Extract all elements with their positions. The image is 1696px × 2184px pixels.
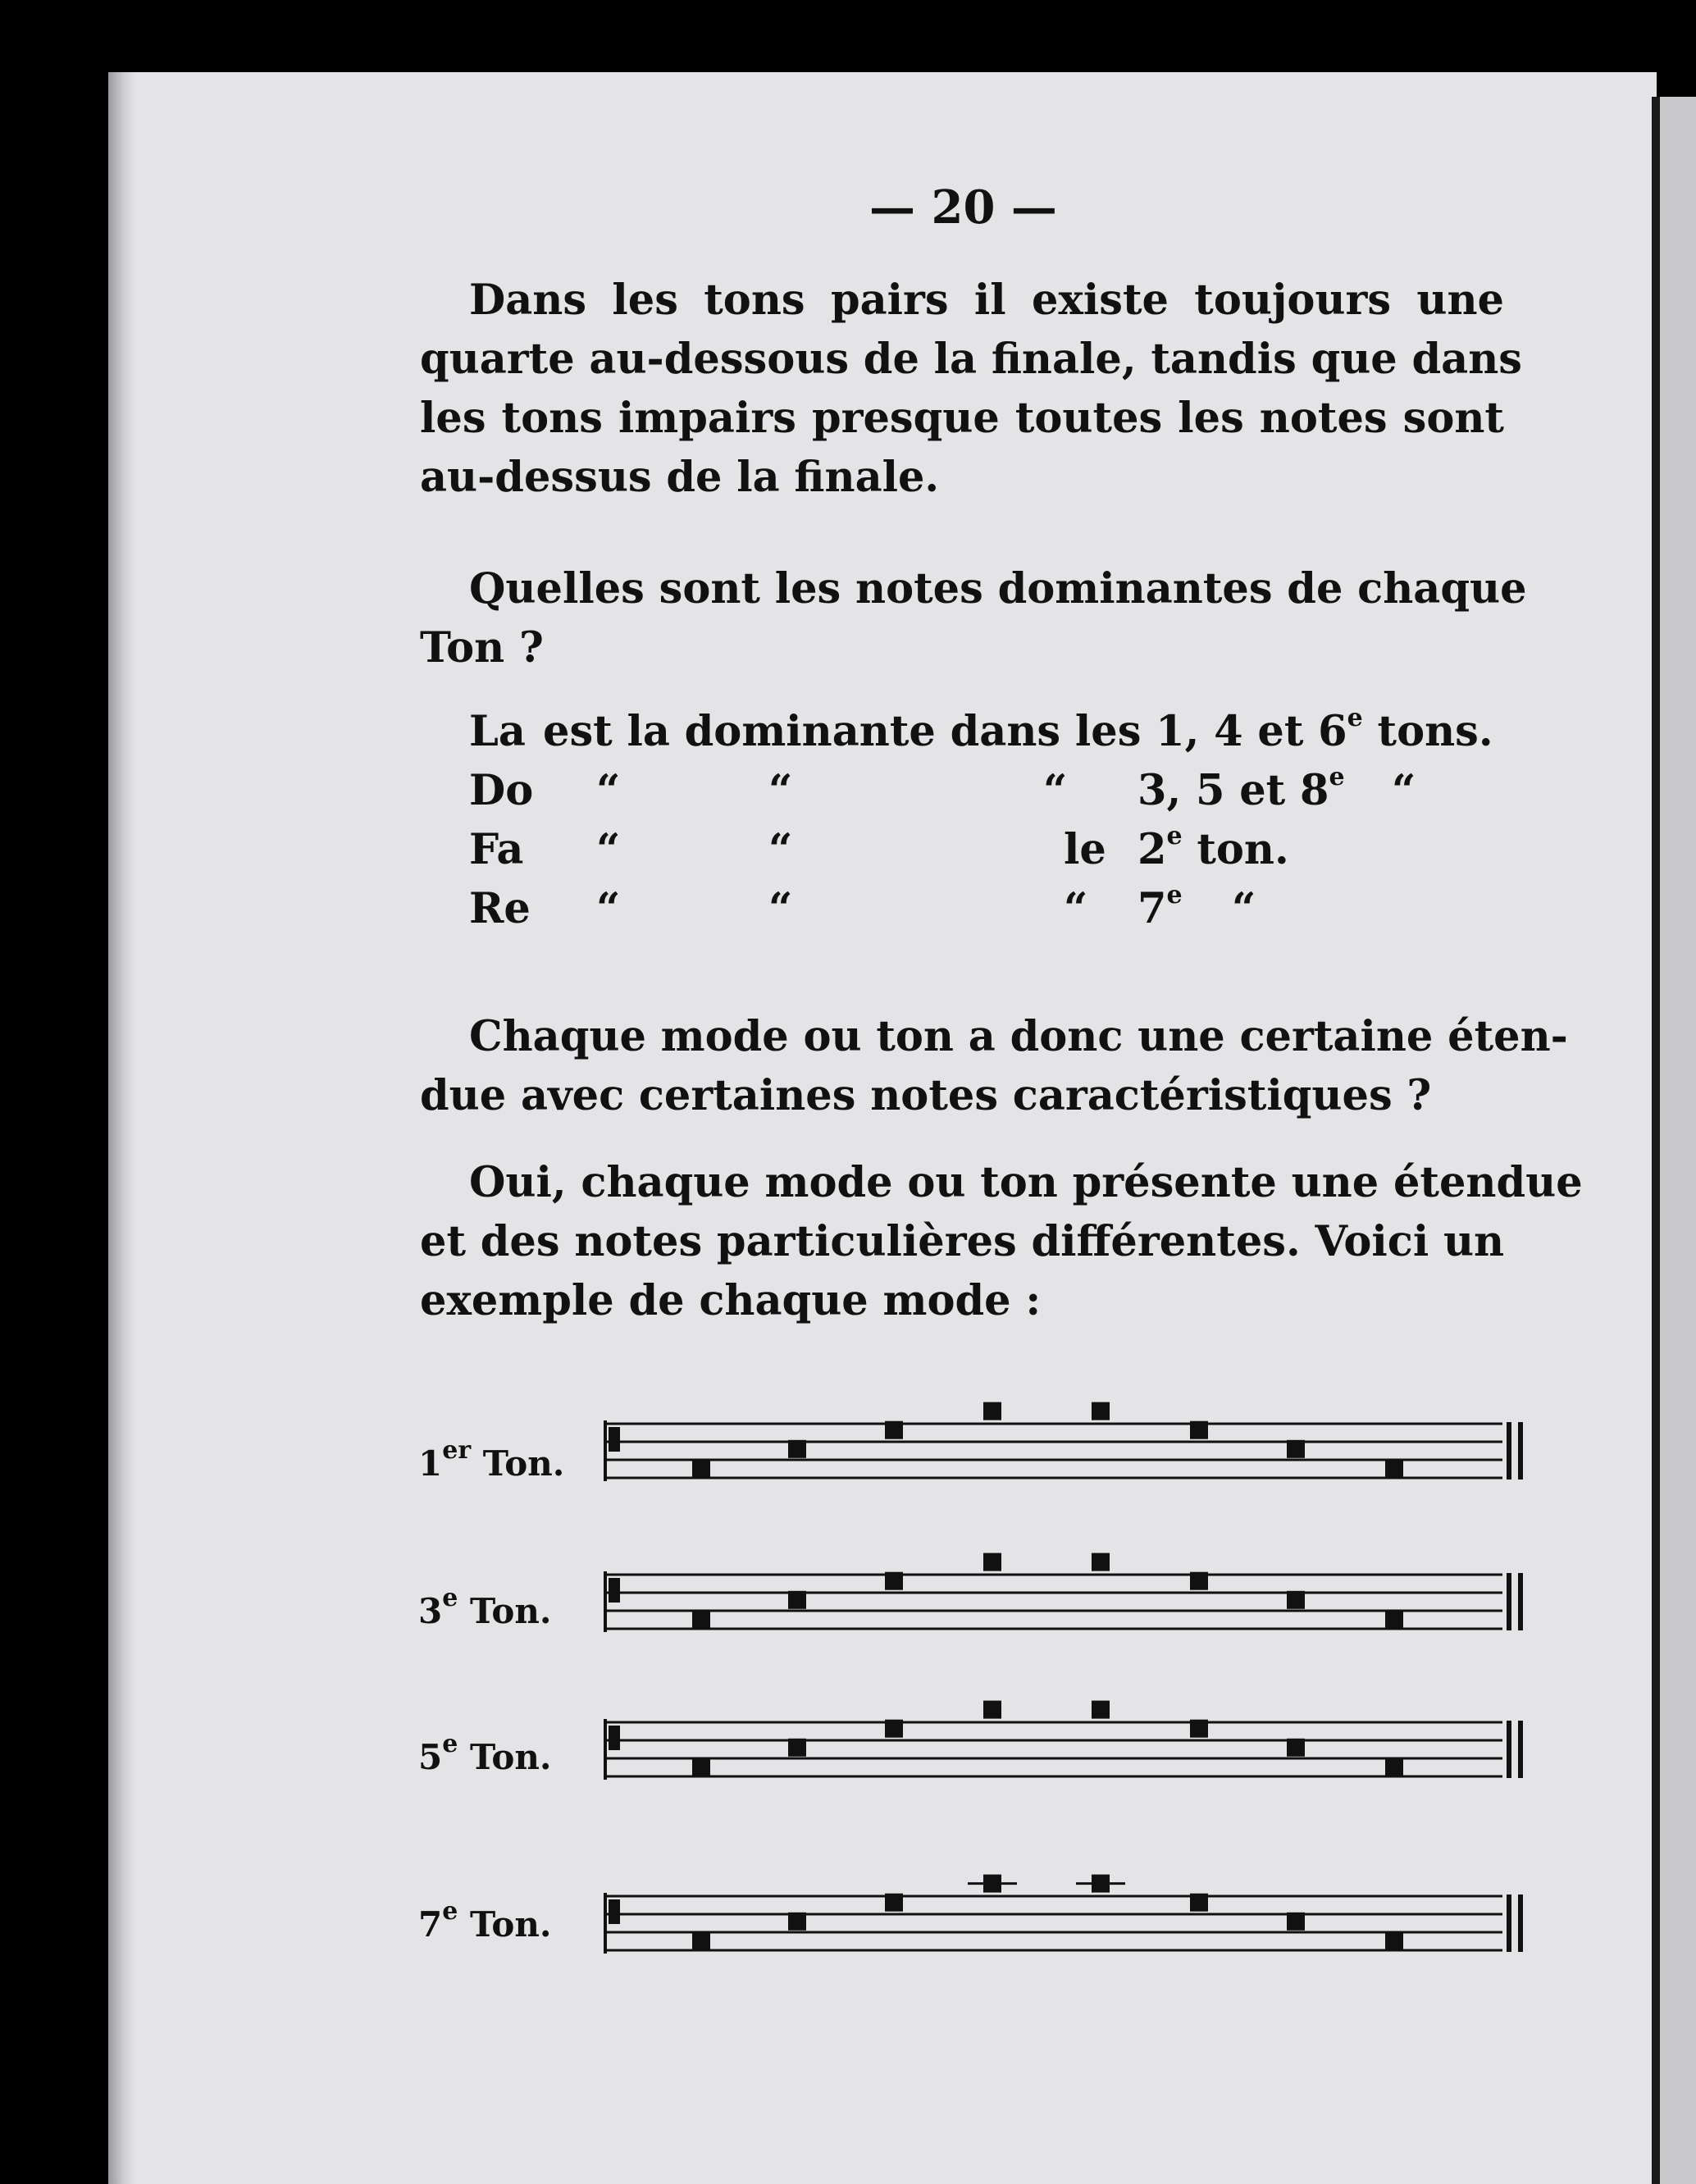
neume-note [1287,1591,1305,1609]
neume-note [1190,1894,1208,1912]
dominant-tail: ton. [1182,825,1289,874]
mode-num: 7 [418,1904,443,1945]
neume-note [788,1440,806,1458]
text-line: Quelles sont les notes dominantes de chaque [469,564,1527,613]
mode-sup: e [442,1584,458,1612]
text-line: au-dessus de la finale. [420,453,940,502]
ditto-mark: “ [768,884,793,933]
neume-note [983,1553,1001,1571]
text-line: les tons impairs presque toutes les notes sont [420,394,1504,443]
neume-note [1385,1931,1403,1949]
neume-note [1385,1758,1403,1776]
text-line: Oui, chaque mode ou ton présente une étendue [469,1158,1583,1207]
neume-note [983,1402,1001,1420]
mode-sup: e [442,1730,458,1758]
neume-note [885,1421,903,1439]
text-line: exemple de chaque mode : [420,1276,1042,1325]
ditto-mark: “ [596,884,621,933]
dominant-text-main: 7 [1138,884,1167,933]
neume-note [788,1739,806,1757]
mode-num: 3 [418,1591,443,1631]
dominant-note: Fa [469,825,524,874]
mode-num: 1 [418,1443,443,1484]
neume-note [1287,1739,1305,1757]
mode-text: Ton. [458,1591,552,1631]
text-line: due avec certaines notes caractéristiques ? [420,1071,1432,1120]
neume-note [1190,1572,1208,1590]
neume-note [885,1894,903,1912]
neume-note [788,1591,806,1609]
dominant-tail: tons. [1362,707,1493,756]
clef-mark [609,1726,620,1750]
ditto-mark: “ [596,825,621,874]
neume-note [1092,1402,1110,1420]
dominant-note: Do [469,766,534,815]
page-number: — 20 — [869,180,1057,235]
dominant-le: le [1064,825,1106,874]
text-line: Ton ? [420,623,544,673]
text-line: et des notes particulières différentes. Voici un [420,1217,1505,1266]
neume-note [692,1459,710,1477]
text-line: Chaque mode ou ton a donc une certaine éten- [469,1012,1568,1061]
neume-note [692,1610,710,1628]
neume-note [1385,1459,1403,1477]
mode-text: Ton. [458,1737,552,1777]
dominant-note: La [469,707,526,756]
mode-num: 5 [418,1737,443,1777]
clef-mark [609,1899,620,1924]
neume-note [788,1913,806,1931]
dominant-note: Re [469,884,531,933]
dominant-sup: e [1166,881,1183,910]
ditto-mark: “ [1064,884,1088,933]
text-line: Dans les tons pairs il existe toujours une [469,276,1504,325]
ditto-mark: “ [1392,766,1416,815]
dominant-sup: e [1347,704,1363,732]
mode-text: Ton. [458,1904,552,1945]
ditto-mark: “ [768,825,793,874]
neume-note [1190,1421,1208,1439]
neume-note [1287,1440,1305,1458]
dominant-sup: e [1166,822,1183,850]
ditto-mark: “ [1043,766,1068,815]
dominant-text-main: 3, 5 et 8 [1138,766,1329,815]
clef-mark [609,1427,620,1452]
ditto-mark: “ [768,766,793,815]
dominant-text-main: 2 [1138,825,1167,874]
dominant-text-main: est la dominante dans les 1, 4 et 6 [543,707,1347,756]
clef-mark [609,1578,620,1603]
neume-note [692,1758,710,1776]
text-line: quarte au-dessous de la finale, tandis que dans [420,335,1523,384]
neume-note [1385,1610,1403,1628]
ditto-mark: “ [596,766,621,815]
mode-text: Ton. [471,1443,565,1484]
neume-note [692,1931,710,1949]
neume-note [885,1720,903,1738]
dominant-sup: e [1329,763,1345,791]
neume-note [1190,1720,1208,1738]
neume-note [983,1701,1001,1719]
neume-note [1092,1701,1110,1719]
neume-note [885,1572,903,1590]
mode-sup: e [442,1897,458,1926]
neume-note [1287,1913,1305,1931]
ditto-mark: “ [1232,884,1256,933]
mode-sup: er [442,1436,472,1465]
neume-note [1092,1553,1110,1571]
